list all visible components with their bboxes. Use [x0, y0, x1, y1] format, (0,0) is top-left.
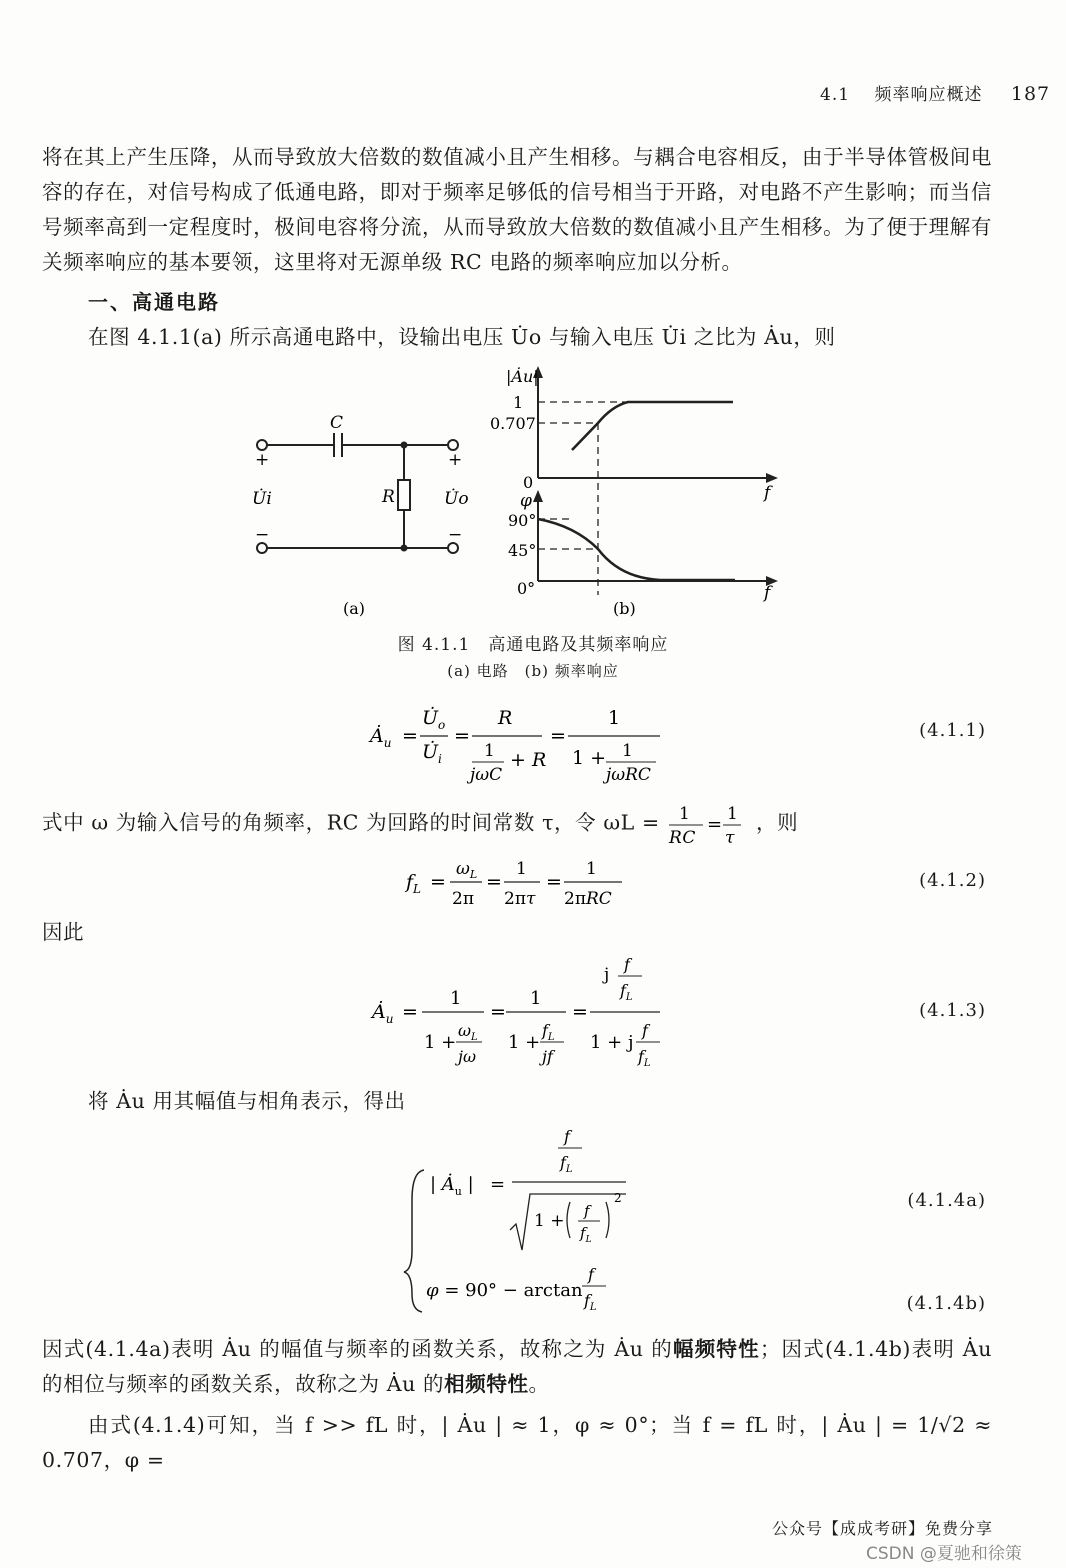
- svg-text:f: f: [588, 1265, 594, 1284]
- phase-x-label: f: [764, 583, 771, 603]
- svg-text:1: 1: [726, 804, 739, 824]
- svg-text:1 +: 1 +: [424, 1032, 457, 1053]
- paragraph-3-text-b: ，则: [756, 810, 799, 835]
- svg-text:1: 1: [608, 707, 621, 729]
- svg-text:φ = 90° − arctan: φ = 90° − arctan: [426, 1280, 583, 1301]
- paragraph-4: 因此: [42, 920, 85, 944]
- paragraph-1: 将在其上产生压降，从而导致放大倍数的数值减小且产生相移。与耦合电容相反，由于半导体管极间电容的存在，对信号构成了低通电路，即对于频率足够低的信号相当于开路，对电路不产生影响；而当信号频率高到一定程度时，极间电容将分流，从而导致放大倍数的数值减小且产生相移。为了便于理解有关频率响应的基本要领，这里将对无源单级 RC 电路的频率响应加以分析。: [42, 145, 992, 274]
- figure-caption: 图 4.1.1 高通电路及其频率响应: [397, 635, 669, 655]
- equation-number-4-1-3: (4.1.3): [919, 1000, 986, 1021]
- svg-text:1 +: 1 +: [572, 747, 607, 769]
- sub-label-a: (a): [343, 599, 366, 618]
- svg-text:U̇o: $U̇_o$: [422, 707, 446, 732]
- svg-text:2πτ: 2πτ: [504, 889, 536, 909]
- svg-text:1: 1: [530, 988, 542, 1009]
- svg-text:f: f: [624, 955, 630, 974]
- paragraph-7: 由式(4.1.4)可知，当 f >> fL 时，| Ȧu | ≈ 1，φ ≈ 0°；当 f = fL 时，| Ȧu | = 1/√2 ≈ 0.707，φ =: [42, 1413, 992, 1472]
- phase-axis-label: φ: [520, 491, 532, 511]
- svg-text:=: =: [490, 1174, 506, 1195]
- page-number: 187: [1010, 83, 1051, 105]
- output-voltage-label: U̇o: [444, 489, 469, 509]
- svg-text:1: 1: [516, 859, 527, 879]
- svg-text:ωL: $\omega_L$: [456, 859, 478, 881]
- resistor-label: R: [382, 487, 395, 507]
- svg-text:f: f: [642, 1021, 648, 1040]
- paragraph-6: [42, 1332, 992, 1402]
- input-plus: +: [255, 450, 270, 470]
- svg-text:f: f: [584, 1202, 590, 1220]
- output-minus: −: [448, 525, 463, 545]
- svg-text:=: =: [402, 725, 418, 747]
- svg-text:ωL: $\omega_L$: [458, 1021, 478, 1043]
- magnitude-axis-label: |Ȧu|: [506, 367, 539, 386]
- svg-text:R: R: [498, 707, 513, 729]
- section-number: 4.1: [820, 85, 851, 105]
- equation-4-1-3: [360, 950, 680, 1078]
- output-plus: +: [448, 450, 463, 470]
- paragraph-5: 将 Ȧu 用其幅值与相角表示，得出: [88, 1089, 406, 1113]
- svg-text:jf: jf: [542, 1047, 553, 1066]
- circuit-diagram: [257, 433, 458, 553]
- phase-tick-90: 90°: [508, 511, 537, 530]
- svg-text:=: =: [454, 725, 470, 747]
- input-minus: −: [255, 525, 270, 545]
- inline-fraction-omega-l: [667, 802, 749, 846]
- svg-text:f: f: [564, 1127, 570, 1146]
- svg-text:=: =: [430, 871, 446, 893]
- term-magnitude-response: 幅频特性: [672, 1337, 760, 1361]
- svg-text:fL: $f_L$: [406, 871, 422, 896]
- svg-text:| Ȧu |: | $Ȧ_u$ |: [430, 1174, 474, 1198]
- running-head: [820, 80, 1050, 105]
- magnitude-x-label: f: [764, 483, 771, 503]
- figure-4-1-1: [0, 360, 1066, 630]
- figure-subcaption: (a) 电路 (b) 频率响应: [447, 662, 619, 680]
- svg-text:fL: $f_L$: [584, 1291, 597, 1313]
- svg-text:Ȧu: $Ȧ_u$: [370, 725, 392, 750]
- input-voltage-label: U̇i: [252, 489, 272, 509]
- paragraph-3: [42, 802, 992, 846]
- paragraph-6-text-2: ；因式(4.1.4b)表明 Ȧu 的相位与频率的函数关系，故称之为 Ȧu 的: [42, 1337, 992, 1396]
- equation-4-1-4: [400, 1120, 660, 1320]
- svg-text:j: j: [604, 965, 610, 985]
- paragraph-2: 在图 4.1.1(a) 所示高通电路中，设输出电压 U̇o 与输入电压 U̇i 之比为 Ȧu，则: [88, 325, 836, 349]
- csdn-watermark: CSDN @夏驰和徐策: [866, 1544, 1022, 1564]
- svg-text:2: 2: [614, 1191, 622, 1205]
- section-heading: 一、高通电路: [88, 290, 220, 314]
- phase-tick-0: 0°: [517, 579, 536, 598]
- equation-number-4-1-4b: (4.1.4b): [906, 1293, 986, 1314]
- footer-share-note: 公众号【成成考研】免费分享: [772, 1519, 994, 1538]
- term-phase-response: 相频特性: [444, 1372, 529, 1396]
- sub-label-b: (b): [613, 599, 636, 618]
- svg-text:+ R: + R: [510, 749, 547, 771]
- svg-text:1: 1: [622, 741, 633, 761]
- magnitude-tick-0707: 0.707: [490, 414, 536, 433]
- svg-text:RC: RC: [668, 828, 696, 846]
- svg-text:=: =: [546, 871, 562, 893]
- capacitor-label: C: [330, 413, 344, 433]
- svg-text:Ȧu: $Ȧ_u$: [372, 1001, 394, 1026]
- svg-text:fL: $f_L$: [560, 1153, 573, 1175]
- equation-number-4-1-2: (4.1.2): [919, 870, 986, 891]
- svg-text:=: =: [706, 814, 723, 835]
- svg-text:=: =: [490, 1001, 506, 1023]
- svg-text:fL: $f_L$: [620, 981, 633, 1003]
- svg-text:fL: $f_L$: [638, 1047, 651, 1069]
- phase-tick-45: 45°: [508, 541, 537, 560]
- svg-text:τ: τ: [724, 828, 735, 846]
- equation-4-1-2: [400, 854, 640, 910]
- paragraph-3-text-a: 式中 ω 为输入信号的角频率，RC 为回路的时间常数 τ，令 ωL =: [42, 810, 660, 835]
- svg-text:1: 1: [484, 741, 495, 761]
- equation-number-4-1-4a: (4.1.4a): [907, 1190, 986, 1211]
- magnitude-tick-0: 0: [523, 473, 534, 492]
- svg-text:1 + j: 1 + j: [590, 1032, 634, 1053]
- svg-text:=: =: [572, 1001, 588, 1023]
- svg-text:=: =: [486, 871, 502, 893]
- magnitude-tick-1: 1: [513, 393, 524, 412]
- svg-text:=: =: [402, 1001, 418, 1023]
- svg-text:1: 1: [450, 988, 462, 1009]
- svg-text:1 +: 1 +: [508, 1032, 541, 1053]
- svg-text:jω: jω: [458, 1047, 477, 1066]
- svg-text:1: 1: [678, 804, 691, 824]
- svg-text:jωC: jωC: [470, 765, 503, 785]
- svg-text:jωRC: jωRC: [606, 765, 651, 785]
- svg-text:U̇i: $U̇_i$: [422, 741, 442, 766]
- paragraph-6-text-1: 因式(4.1.4a)表明 Ȧu 的幅值与频率的函数关系，故称之为 Ȧu 的: [42, 1337, 673, 1361]
- equation-number-4-1-1: (4.1.1): [919, 720, 986, 741]
- svg-text:fL: $f_L$: [580, 1224, 592, 1245]
- paragraph-6-text-3: 。: [528, 1372, 550, 1396]
- section-title: 频率响应概述: [874, 85, 983, 105]
- svg-text:1: 1: [586, 859, 597, 879]
- magnitude-plot: [533, 366, 778, 595]
- svg-text:2πRC: 2πRC: [564, 889, 612, 909]
- equation-4-1-1: [360, 698, 680, 790]
- svg-text:fL: $f_L$: [542, 1021, 555, 1043]
- svg-text:=: =: [550, 725, 566, 747]
- svg-text:2π: 2π: [452, 889, 474, 909]
- svg-text:1 +: 1 +: [534, 1211, 565, 1231]
- phase-plot: [533, 490, 778, 586]
